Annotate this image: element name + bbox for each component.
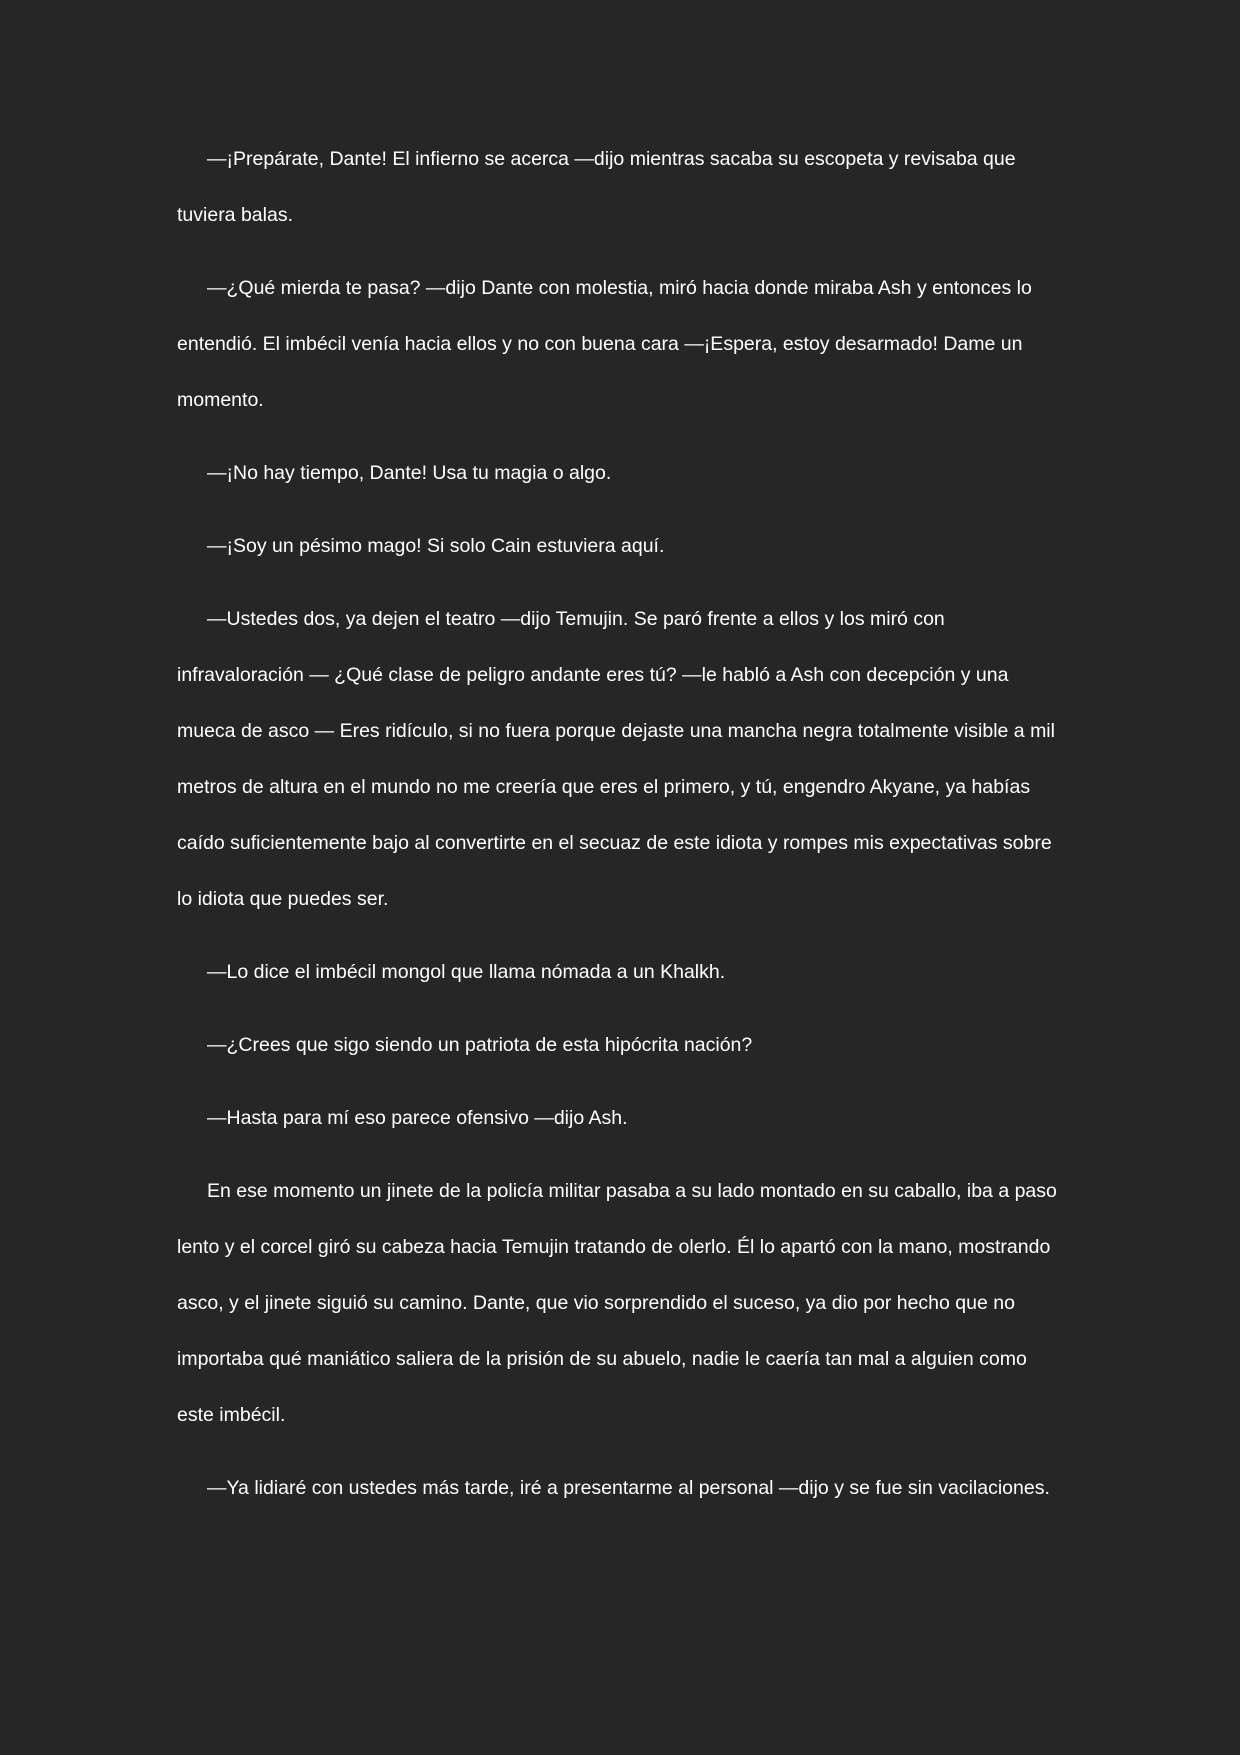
paragraph-4: —¡Soy un pésimo mago! Si solo Cain estuviera aquí.	[207, 535, 665, 557]
paragraph-2: —¿Qué mierda te pasa? —dijo Dante con molestia, miró hacia donde miraba Ash y entonces lo entendió. El imbécil venía hacia ellos y no con buena cara —¡Espera, estoy desarmado! Dame un momento.	[177, 277, 1032, 411]
paragraph-6: —Lo dice el imbécil mongol que llama nómada a un Khalkh.	[207, 961, 726, 983]
paragraph-8: —Hasta para mí eso parece ofensivo —dijo Ash.	[207, 1107, 628, 1129]
paragraph-7: —¿Crees que sigo siendo un patriota de esta hipócrita nación?	[207, 1034, 753, 1056]
paragraph-10: —Ya lidiaré con ustedes más tarde, iré a presentarme al personal —dijo y se fue sin vacilaciones.	[207, 1477, 1050, 1499]
paragraph-5: —Ustedes dos, ya dejen el teatro —dijo Temujin. Se paró frente a ellos y los miró con infravaloración — ¿Qué clase de peligro andante eres tú? —le habló a Ash con decepción y una mueca de asco — Eres ridículo, si no fuera porque dejaste una mancha negra totalmente visible a mil metros de altura en el mundo no me creería que eres el primero, y tú, engendro Akyane, ya habías caído suficientemente bajo al convertirte en el secuaz de este idiota y rompes mis expectativas sobre lo idiota que puedes ser.	[177, 608, 1055, 910]
paragraph-1: —¡Prepárate, Dante! El infierno se acerca —dijo mientras sacaba su escopeta y revisaba que tuviera balas.	[177, 148, 1016, 226]
document-body	[177, 131, 1067, 1533]
paragraph-9: En ese momento un jinete de la policía militar pasaba a su lado montado en su caballo, iba a paso lento y el corcel giró su cabeza hacia Temujin tratando de olerlo. Él lo apartó con la mano, mostrando asco, y el jinete siguió su camino. Dante, que vio sorprendido el suceso, ya dio por hecho que no importaba qué maniático saliera de la prisión de su abuelo, nadie le caería tan mal a alguien como este imbécil.	[177, 1180, 1057, 1426]
paragraph-3: —¡No hay tiempo, Dante! Usa tu magia o algo.	[207, 462, 612, 484]
